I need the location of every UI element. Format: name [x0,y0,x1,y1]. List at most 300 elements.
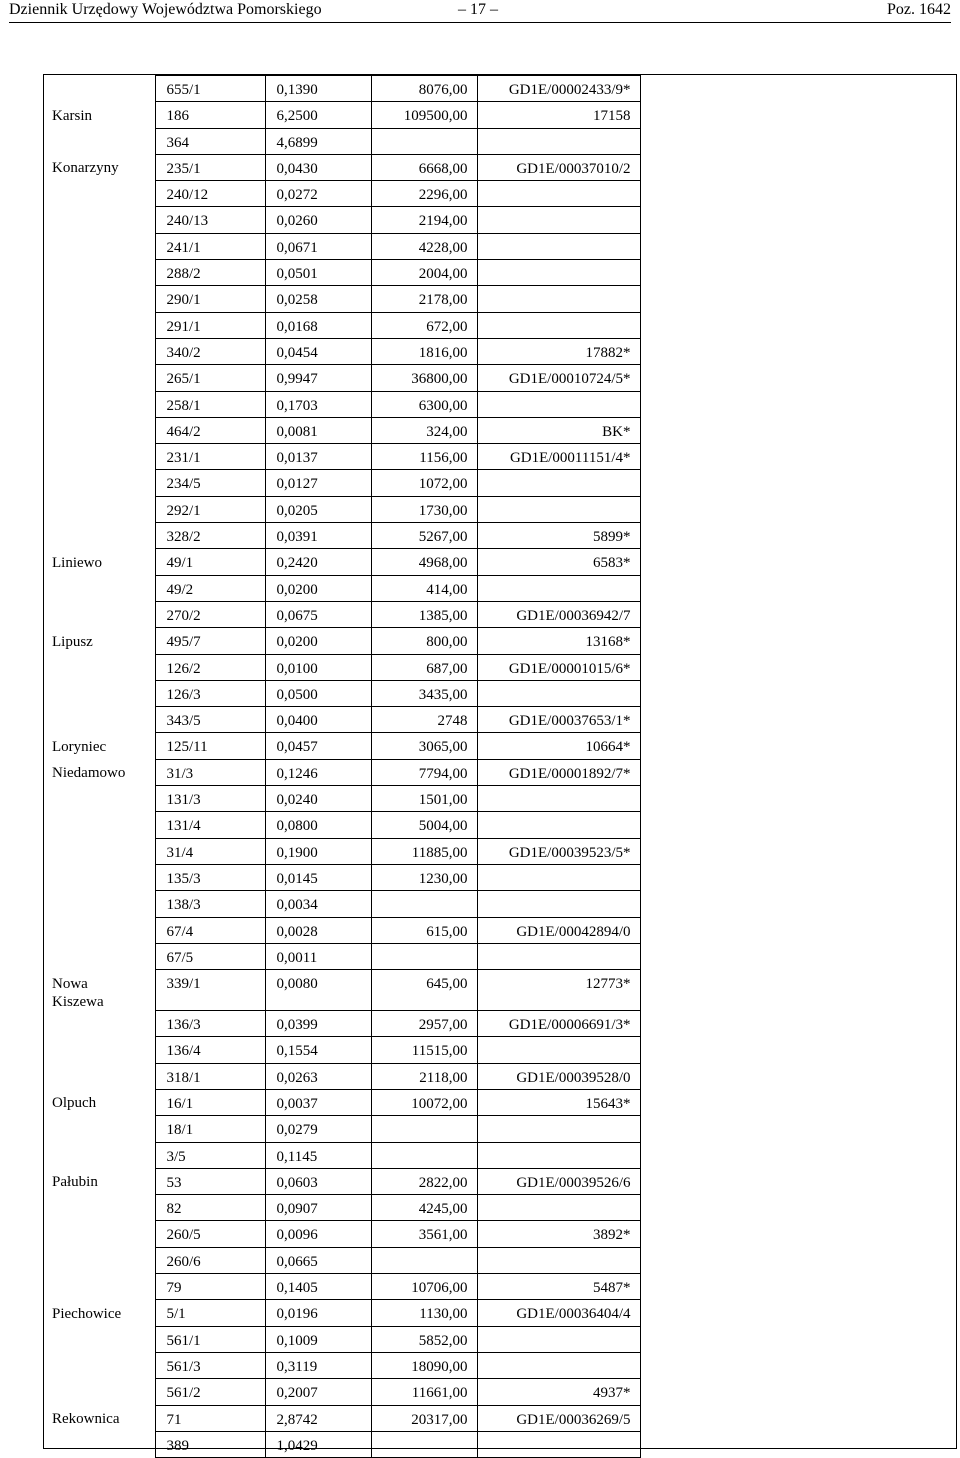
position-number: Poz. 1642 [887,1,951,18]
value-cell: 18090,00 [371,1352,477,1378]
land-register-cell: GD1E/00039526/6 [477,1168,640,1194]
locality-cell [44,470,155,496]
land-register-cell [477,1142,640,1168]
value-cell [371,1142,477,1168]
value-cell: 3561,00 [371,1221,477,1247]
parcel-number-cell: 16/1 [155,1089,265,1115]
table-row [44,680,640,706]
area-cell: 0,0430 [265,154,371,180]
table-row [44,549,640,575]
table-row [44,207,640,233]
locality-cell: Pałubin [52,1174,98,1191]
locality-cell [44,1326,155,1352]
parcel-number-cell: 49/1 [155,549,265,575]
value-cell: 5267,00 [371,523,477,549]
land-register-cell [477,812,640,838]
value-cell [371,891,477,917]
table-row [44,338,640,364]
parcel-number-cell: 31/3 [155,759,265,785]
locality-cell [44,312,155,338]
value-cell: 687,00 [371,654,477,680]
area-cell: 0,9947 [265,365,371,391]
parcel-number-cell: 67/4 [155,917,265,943]
parcel-number-cell: 270/2 [155,601,265,627]
locality-cell [44,444,155,470]
parcel-number-cell: 5/1 [155,1300,265,1326]
area-cell: 0,1145 [265,1142,371,1168]
parcel-number-cell: 328/2 [155,523,265,549]
parcel-number-cell: 136/4 [155,1037,265,1063]
land-register-cell: GD1E/00039523/5* [477,838,640,864]
table-row [44,391,640,417]
parcel-number-cell: 125/11 [155,733,265,759]
table-row [44,733,640,759]
value-cell: 4228,00 [371,233,477,259]
land-register-cell [477,496,640,522]
page-header [0,0,960,26]
area-cell: 0,0907 [265,1195,371,1221]
table-row [44,575,640,601]
land-register-cell [477,286,640,312]
parcel-number-cell: 82 [155,1195,265,1221]
area-cell: 0,2420 [265,549,371,575]
area-cell: 0,0675 [265,601,371,627]
value-cell: 10706,00 [371,1274,477,1300]
parcel-number-cell: 561/1 [155,1326,265,1352]
value-cell: 1385,00 [371,601,477,627]
land-register-cell [477,1326,640,1352]
land-register-cell: GD1E/00036404/4 [477,1300,640,1326]
area-cell: 0,0196 [265,1300,371,1326]
value-cell: 11885,00 [371,838,477,864]
land-register-cell: 5899* [477,523,640,549]
locality-cell [44,786,155,812]
parcel-number-cell: 258/1 [155,391,265,417]
land-register-cell: GD1E/00006691/3* [477,1011,640,1037]
parcel-number-cell: 131/4 [155,812,265,838]
land-register-cell: BK* [477,417,640,443]
land-register-cell: 10664* [477,733,640,759]
value-cell: 2194,00 [371,207,477,233]
parcel-number-cell: 290/1 [155,286,265,312]
area-cell: 0,2007 [265,1379,371,1405]
value-cell: 1230,00 [371,864,477,890]
value-cell: 1730,00 [371,496,477,522]
locality-cell [44,233,155,259]
parcel-number-cell: 464/2 [155,417,265,443]
table-row [44,128,640,154]
parcel-number-cell: 126/2 [155,654,265,680]
area-cell: 2,8742 [265,1405,371,1431]
value-cell: 2004,00 [371,260,477,286]
area-cell: 0,0400 [265,707,371,733]
value-cell: 414,00 [371,575,477,601]
land-register-cell: 3892* [477,1221,640,1247]
area-cell: 0,0457 [265,733,371,759]
locality-cell [44,1116,155,1142]
locality-cell [44,181,155,207]
locality-cell: Nowa Kiszewa [52,975,104,1010]
parcel-number-cell: 561/2 [155,1379,265,1405]
parcel-number-cell: 291/1 [155,312,265,338]
value-cell: 3435,00 [371,680,477,706]
area-cell: 0,0096 [265,1221,371,1247]
locality-cell: Konarzyny [52,160,119,177]
table-row [44,1037,640,1063]
parcel-number-cell: 240/12 [155,181,265,207]
area-cell: 0,0263 [265,1063,371,1089]
value-cell: 2296,00 [371,181,477,207]
table-row [44,523,640,549]
value-cell: 2748 [371,707,477,733]
locality-cell [44,812,155,838]
locality-cell [44,391,155,417]
parcel-number-cell: 265/1 [155,365,265,391]
value-cell [371,128,477,154]
locality-cell [44,207,155,233]
land-register-cell: GD1E/00001892/7* [477,759,640,785]
locality-cell: Loryniec [52,738,107,755]
value-cell: 2178,00 [371,286,477,312]
land-register-cell [477,864,640,890]
locality-cell [44,338,155,364]
parcel-number-cell: 340/2 [155,338,265,364]
value-cell: 36800,00 [371,365,477,391]
area-cell: 0,0137 [265,444,371,470]
parcel-number-cell: 364 [155,128,265,154]
land-register-cell: GD1E/00002433/9* [477,76,640,102]
parcel-number-cell: 67/5 [155,943,265,969]
table-row [44,1142,640,1168]
area-cell: 0,0391 [265,523,371,549]
table-row [44,1063,640,1089]
parcel-number-cell: 240/13 [155,207,265,233]
parcel-number-cell: 561/3 [155,1352,265,1378]
table-row [44,233,640,259]
parcel-number-cell: 260/6 [155,1247,265,1273]
land-register-cell [477,1037,640,1063]
parcel-number-cell: 136/3 [155,1011,265,1037]
land-register-cell: 12773* [477,970,640,1011]
parcel-number-cell: 3/5 [155,1142,265,1168]
land-parcel-table-body [44,76,640,1458]
table-row [44,76,640,102]
area-cell: 0,0603 [265,1168,371,1194]
land-register-cell [477,207,640,233]
parcel-number-cell: 234/5 [155,470,265,496]
land-register-cell [477,786,640,812]
parcel-number-cell: 53 [155,1168,265,1194]
value-cell: 324,00 [371,417,477,443]
parcel-number-cell: 389 [155,1431,265,1457]
land-register-cell: GD1E/00037653/1* [477,707,640,733]
locality-cell [44,417,155,443]
parcel-number-cell: 131/3 [155,786,265,812]
land-register-cell: GD1E/00036269/5 [477,1405,640,1431]
table-row [44,444,640,470]
area-cell: 0,0200 [265,628,371,654]
land-register-cell [477,1116,640,1142]
land-register-cell [477,1195,640,1221]
locality-cell [44,917,155,943]
area-cell: 0,1405 [265,1274,371,1300]
table-row [44,496,640,522]
land-register-cell: GD1E/00010724/5* [477,365,640,391]
locality-cell [44,128,155,154]
locality-cell [44,1221,155,1247]
area-cell: 0,0168 [265,312,371,338]
locality-cell [44,891,155,917]
value-cell: 6668,00 [371,154,477,180]
table-row [44,1089,640,1115]
land-register-cell: 17158 [477,102,640,128]
value-cell: 109500,00 [371,102,477,128]
land-register-cell: GD1E/00036942/7 [477,601,640,627]
value-cell [371,1431,477,1457]
table-row [44,970,640,1011]
parcel-number-cell: 18/1 [155,1116,265,1142]
table-row [44,1168,640,1194]
land-register-cell: 17882* [477,338,640,364]
land-register-cell [477,575,640,601]
area-cell: 0,0127 [265,470,371,496]
parcel-number-cell: 71 [155,1405,265,1431]
table-row [44,838,640,864]
land-register-cell [477,1247,640,1273]
land-register-cell: GD1E/00039528/0 [477,1063,640,1089]
parcel-number-cell: 655/1 [155,76,265,102]
land-register-cell: 5487* [477,1274,640,1300]
table-row [44,1221,640,1247]
table-row [44,312,640,338]
value-cell: 4968,00 [371,549,477,575]
area-cell: 0,1554 [265,1037,371,1063]
locality-cell [44,838,155,864]
table-row [44,654,640,680]
area-cell: 0,0501 [265,260,371,286]
area-cell: 0,1246 [265,759,371,785]
locality-cell [44,76,155,102]
table-row [44,759,640,785]
table-row [44,1247,640,1273]
locality-cell [44,707,155,733]
table-row [44,365,640,391]
area-cell: 0,0145 [265,864,371,890]
area-cell: 0,0399 [265,1011,371,1037]
table-row [44,417,640,443]
land-register-cell [477,943,640,969]
parcel-number-cell: 235/1 [155,154,265,180]
area-cell: 0,0272 [265,181,371,207]
table-row [44,786,640,812]
table-row [44,943,640,969]
value-cell: 2822,00 [371,1168,477,1194]
value-cell: 4245,00 [371,1195,477,1221]
table-row [44,917,640,943]
locality-cell [44,260,155,286]
table-row [44,260,640,286]
area-cell: 0,0500 [265,680,371,706]
locality-cell: Karsin [52,107,92,124]
table-row [44,1405,640,1431]
area-cell: 0,0800 [265,812,371,838]
table-row [44,1274,640,1300]
area-cell: 0,0454 [265,338,371,364]
land-register-cell [477,181,640,207]
value-cell: 615,00 [371,917,477,943]
value-cell [371,1116,477,1142]
area-cell: 0,0081 [265,417,371,443]
area-cell: 0,0240 [265,786,371,812]
land-register-cell [477,233,640,259]
header-rule [9,22,951,23]
value-cell: 8076,00 [371,76,477,102]
table-row [44,470,640,496]
table-row [44,601,640,627]
locality-cell [44,654,155,680]
parcel-number-cell: 31/4 [155,838,265,864]
locality-cell: Olpuch [52,1095,97,1112]
locality-cell [44,365,155,391]
table-row [44,891,640,917]
land-register-cell: GD1E/00042894/0 [477,917,640,943]
locality-cell [44,1142,155,1168]
value-cell [371,1247,477,1273]
area-cell: 0,0258 [265,286,371,312]
value-cell: 1072,00 [371,470,477,496]
value-cell: 672,00 [371,312,477,338]
locality-cell: Lipusz [52,633,93,650]
table-row [44,1431,640,1457]
area-cell: 0,1900 [265,838,371,864]
land-register-cell: 15643* [477,1089,640,1115]
locality-cell [44,1274,155,1300]
land-register-cell [477,1352,640,1378]
parcel-number-cell: 339/1 [155,970,265,1011]
land-register-cell: GD1E/00011151/4* [477,444,640,470]
land-register-cell: GD1E/00001015/6* [477,654,640,680]
locality-cell [44,1011,155,1037]
locality-cell [44,601,155,627]
locality-cell [44,1247,155,1273]
area-cell: 0,3119 [265,1352,371,1378]
area-cell: 0,0279 [265,1116,371,1142]
value-cell: 1501,00 [371,786,477,812]
area-cell: 0,1009 [265,1326,371,1352]
locality-cell [44,1352,155,1378]
area-cell: 0,1703 [265,391,371,417]
parcel-number-cell: 288/2 [155,260,265,286]
table-row [44,628,640,654]
value-cell: 2118,00 [371,1063,477,1089]
area-cell: 4,6899 [265,128,371,154]
land-register-cell [477,312,640,338]
value-cell: 1816,00 [371,338,477,364]
value-cell: 5852,00 [371,1326,477,1352]
parcel-number-cell: 49/2 [155,575,265,601]
locality-cell: Piechowice [52,1305,122,1322]
area-cell: 0,0671 [265,233,371,259]
table-row [44,1011,640,1037]
table-row [44,1116,640,1142]
parcel-number-cell: 231/1 [155,444,265,470]
land-register-cell [477,891,640,917]
locality-cell [44,1063,155,1089]
land-register-cell: 13168* [477,628,640,654]
value-cell: 800,00 [371,628,477,654]
area-cell: 0,0200 [265,575,371,601]
parcel-number-cell: 186 [155,102,265,128]
parcel-number-cell: 126/3 [155,680,265,706]
table-row [44,181,640,207]
table-row [44,1379,640,1405]
land-register-cell [477,260,640,286]
locality-cell [44,496,155,522]
table-row [44,812,640,838]
table-row [44,1195,640,1221]
value-cell: 645,00 [371,970,477,1011]
land-register-cell: 4937* [477,1379,640,1405]
parcel-number-cell: 241/1 [155,233,265,259]
table-row [44,1326,640,1352]
area-cell: 1,0429 [265,1431,371,1457]
parcel-number-cell: 260/5 [155,1221,265,1247]
locality-cell [44,680,155,706]
table-row [44,154,640,180]
area-cell: 0,0034 [265,891,371,917]
value-cell: 7794,00 [371,759,477,785]
locality-cell [44,1195,155,1221]
area-cell: 0,0665 [265,1247,371,1273]
land-register-cell [477,1431,640,1457]
land-register-cell [477,470,640,496]
table-row [44,1300,640,1326]
parcel-number-cell: 292/1 [155,496,265,522]
land-parcel-table [44,75,641,1458]
table-row [44,864,640,890]
value-cell: 2957,00 [371,1011,477,1037]
table-row [44,1352,640,1378]
value-cell: 10072,00 [371,1089,477,1115]
value-cell: 6300,00 [371,391,477,417]
locality-cell: Liniewo [52,554,102,571]
parcel-number-cell: 138/3 [155,891,265,917]
locality-cell [44,864,155,890]
locality-cell [44,1037,155,1063]
land-register-cell [477,680,640,706]
value-cell: 1130,00 [371,1300,477,1326]
journal-title: Dziennik Urzędowy Województwa Pomorskiego [9,1,322,18]
value-cell: 11661,00 [371,1379,477,1405]
area-cell: 6,2500 [265,102,371,128]
area-cell: 0,0011 [265,943,371,969]
area-cell: 0,1390 [265,76,371,102]
value-cell: 3065,00 [371,733,477,759]
value-cell: 20317,00 [371,1405,477,1431]
locality-cell [44,575,155,601]
area-cell: 0,0080 [265,970,371,1011]
value-cell: 1156,00 [371,444,477,470]
area-cell: 0,0100 [265,654,371,680]
land-register-cell [477,391,640,417]
locality-cell [44,286,155,312]
parcel-number-cell: 135/3 [155,864,265,890]
locality-cell [44,1431,155,1457]
parcel-number-cell: 343/5 [155,707,265,733]
table-row [44,102,640,128]
land-register-cell: 6583* [477,549,640,575]
parcel-number-cell: 495/7 [155,628,265,654]
